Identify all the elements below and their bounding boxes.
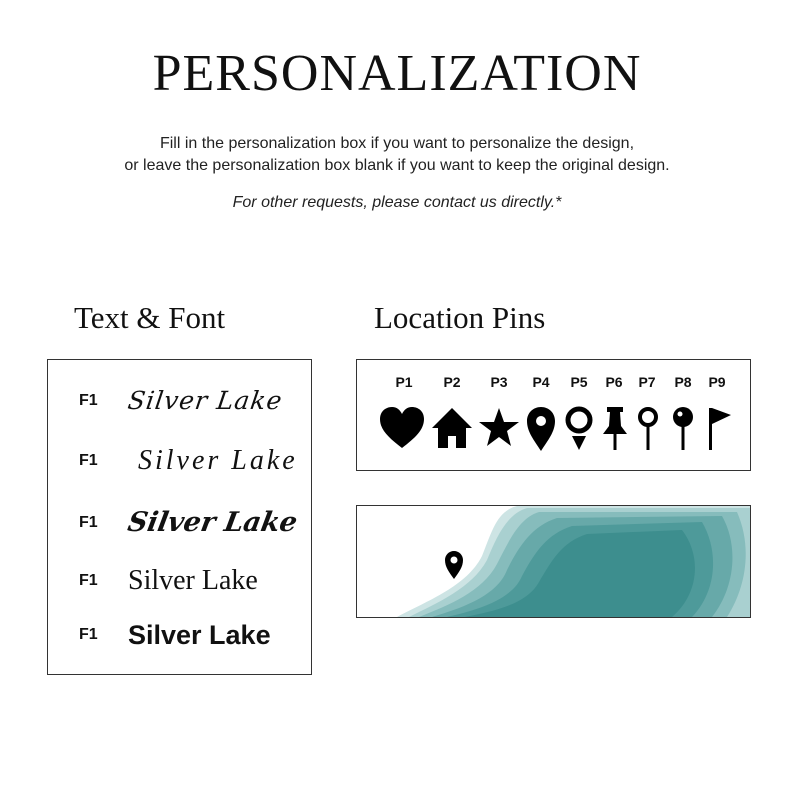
- ring-pin-icon: [564, 406, 594, 452]
- font-options-box: [47, 359, 312, 675]
- pin-code: P6: [605, 374, 623, 390]
- lake-map-illustration: [357, 506, 750, 617]
- font-code: F1: [79, 392, 98, 409]
- font-code: F1: [79, 572, 98, 589]
- font-sample-bold-sans: Silver Lake: [128, 620, 271, 650]
- flag-icon: [707, 406, 733, 452]
- pin-code: P7: [638, 374, 656, 390]
- font-sample-loose-script: Silver Lake: [138, 445, 298, 476]
- heart-icon: [379, 406, 425, 450]
- font-sample-thin-script: Silver Lake: [126, 386, 285, 415]
- text-font-heading: Text & Font: [74, 300, 226, 335]
- font-option-row[interactable]: [48, 376, 311, 426]
- font-option-row[interactable]: [48, 610, 311, 660]
- pin-code: P4: [532, 374, 550, 390]
- contact-note: For other requests, please contact us directly.*: [232, 194, 562, 211]
- pin-code: P8: [674, 374, 692, 390]
- location-pins-heading: Location Pins: [374, 300, 546, 335]
- page-title: PERSONALIZATION: [152, 45, 642, 102]
- pin-code: P2: [443, 374, 461, 390]
- instruction-line-2: or leave the personalization box blank if you want to keep the original design.: [124, 157, 670, 174]
- pin-code: P1: [395, 374, 413, 390]
- star-icon: [478, 406, 520, 448]
- font-option-row[interactable]: [48, 498, 311, 548]
- round-pin-icon: [671, 406, 695, 452]
- font-code: F1: [79, 452, 98, 469]
- font-sample-serif: Silver Lake: [128, 565, 258, 596]
- house-icon: [431, 406, 473, 450]
- pin-code: P3: [490, 374, 508, 390]
- pushpin-icon: [601, 406, 629, 452]
- font-code: F1: [79, 626, 98, 643]
- font-sample-bold-script: Silver Lake: [125, 507, 300, 538]
- pin-code: P9: [708, 374, 726, 390]
- font-option-row[interactable]: [48, 436, 311, 486]
- map-preview-box: [356, 505, 751, 618]
- instruction-line-1: Fill in the personalization box if you want to personalize the design,: [159, 135, 635, 152]
- map-pin-icon: [444, 550, 464, 580]
- hollow-pin-icon: [636, 406, 660, 452]
- pin-code: P5: [570, 374, 588, 390]
- font-option-row[interactable]: [48, 556, 311, 606]
- map-pin-icon: [526, 406, 556, 452]
- pin-options-box: [356, 359, 751, 471]
- font-code: F1: [79, 514, 98, 531]
